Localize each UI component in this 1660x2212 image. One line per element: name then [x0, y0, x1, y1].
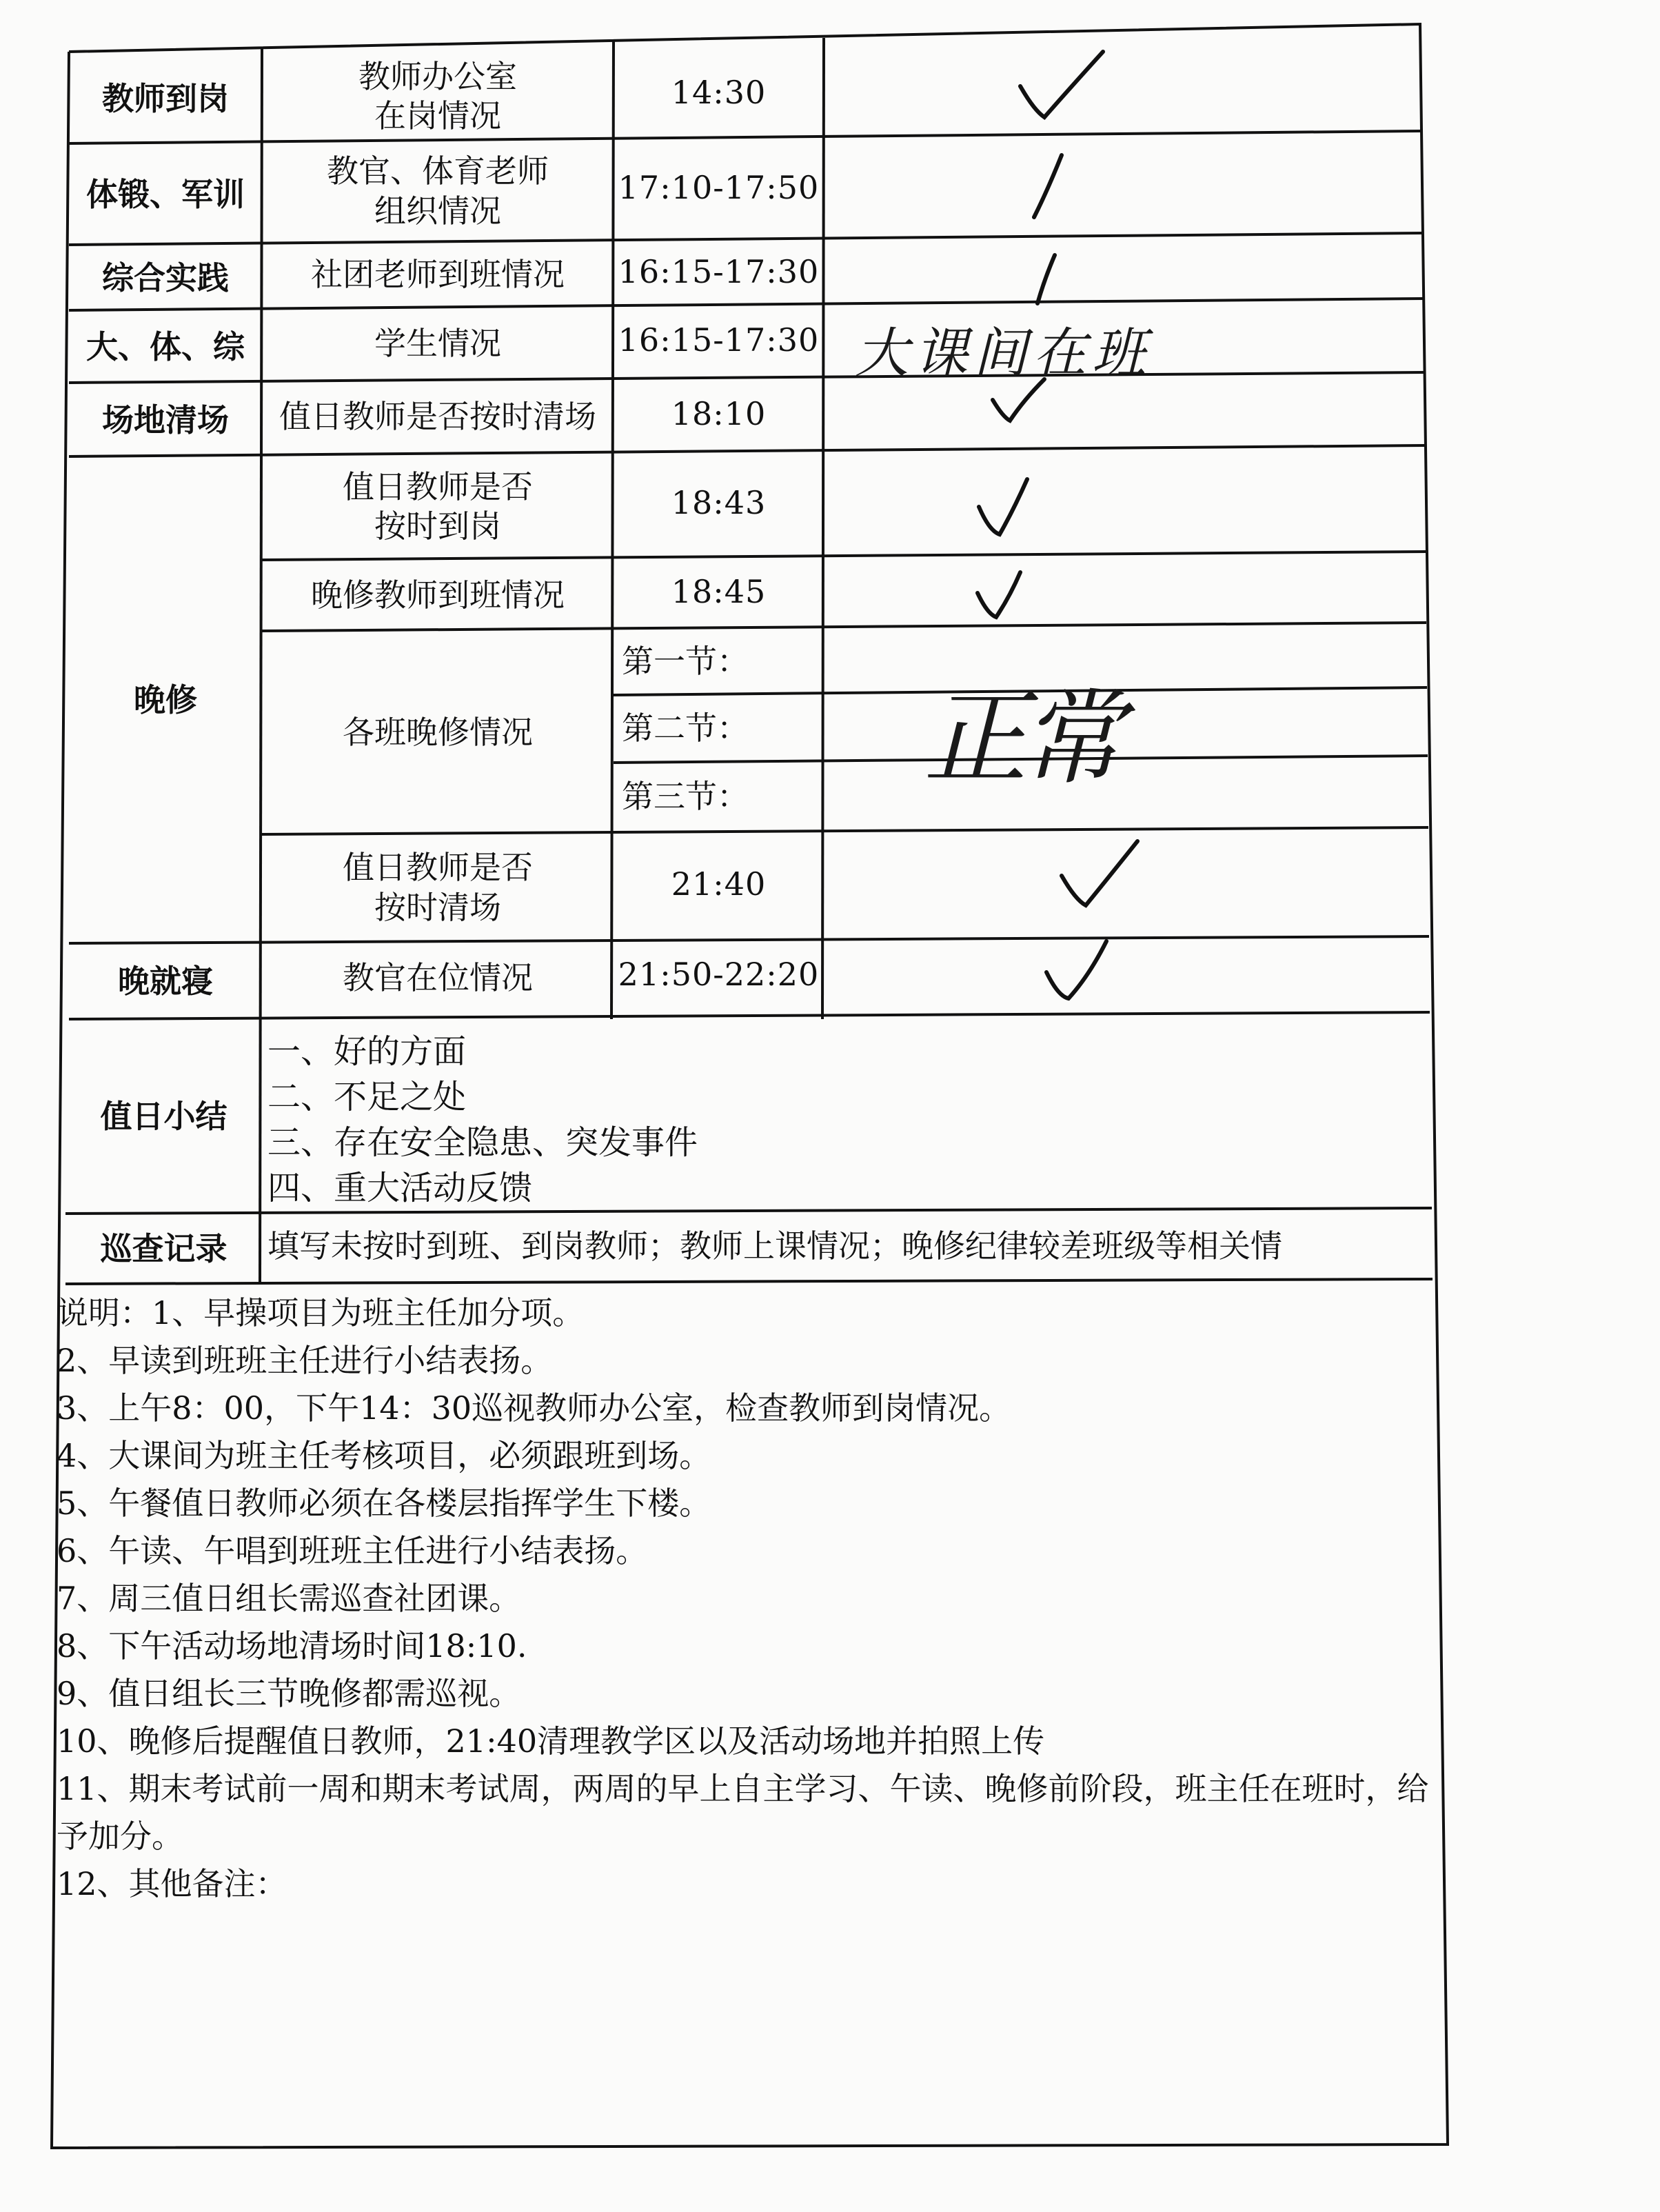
item-duty-teacher-arrival: 值日教师是否 按时到岗 — [343, 467, 533, 545]
category-patrol-record: 巡查记录 — [100, 1230, 227, 1268]
time-2150-2220: 21:50-22:20 — [618, 956, 820, 994]
note-10: 10、晚修后提醒值日教师，21:40清理教学区以及活动场地并拍照上传 — [57, 1722, 1045, 1760]
item-club-teacher: 社团老师到班情况 — [311, 255, 565, 293]
time-1615-1730-a: 16:15-17:30 — [618, 252, 820, 290]
period-third: 第三节： — [622, 778, 749, 816]
category-bedtime: 晚就寝 — [118, 963, 213, 1001]
summary-line-shortcomings: 二、不足之处 — [267, 1078, 467, 1116]
slash-mark-icon — [1020, 148, 1075, 224]
slash-mark-icon — [1024, 252, 1079, 307]
notes-section — [57, 1289, 1442, 1908]
item-instructor-organization: 教官、体育老师 组织情况 — [327, 152, 549, 230]
note-6: 6、午读、午唱到班班主任进行小结表扬。 — [57, 1532, 648, 1569]
checkmark-icon — [1041, 938, 1117, 1007]
checkmark-icon — [1013, 48, 1110, 131]
category-evening-study: 晚修 — [134, 681, 197, 719]
summary-list — [267, 1029, 698, 1211]
checkmark-icon — [972, 476, 1041, 545]
category-venue-clearance: 场地清场 — [102, 401, 229, 439]
category-duty-summary: 值日小结 — [100, 1098, 227, 1136]
note-7: 7、周三值日组长需巡查社团课。 — [57, 1580, 521, 1617]
note-2: 2、早读到班班主任进行小结表扬。 — [57, 1342, 553, 1379]
item-duty-teacher-close: 值日教师是否 按时清场 — [343, 849, 533, 926]
period-first: 第一节： — [622, 643, 749, 681]
note-11: 11、期末考试前一周和期末考试周，两周的早上自主学习、午读、晚修前阶段，班主任在班时，给予加分。 — [57, 1770, 1429, 1855]
checkmark-icon — [1055, 838, 1144, 914]
item-student-status: 学生情况 — [374, 324, 501, 362]
note-4: 4、大课间为班主任考核项目，必须跟班到场。 — [57, 1437, 711, 1474]
note-12: 12、其他备注： — [57, 1865, 287, 1902]
category-big-break: 大、体、综 — [86, 328, 245, 365]
note-5: 5、午餐值日教师必须在各楼层指挥学生下楼。 — [57, 1485, 711, 1522]
patrol-instructions: 填写未按时到班、到岗教师；教师上课情况；晚修纪律较差班级等相关情 — [267, 1227, 1282, 1265]
time-1430: 14:30 — [671, 74, 767, 112]
summary-line-activities: 四、重大活动反馈 — [267, 1169, 533, 1207]
time-1843: 18:43 — [671, 484, 767, 522]
time-1810: 18:10 — [671, 394, 767, 432]
time-1615-1730-b: 16:15-17:30 — [618, 321, 820, 359]
note-8: 8、下午活动场地清场时间18:10. — [57, 1627, 527, 1665]
time-2140: 21:40 — [671, 865, 767, 903]
item-class-evening-status: 各班晚修情况 — [343, 713, 533, 751]
handwritten-normal: 正常 — [924, 679, 1117, 799]
note-9: 9、值日组长三节晚修都需巡视。 — [57, 1675, 521, 1712]
period-second: 第二节： — [622, 710, 749, 747]
note-1: 说明：1、早操项目为班主任加分项。 — [57, 1294, 585, 1331]
category-practice: 综合实践 — [102, 259, 229, 296]
category-exercise-training: 体锻、军训 — [86, 175, 245, 213]
handwritten-note: 大课间在班 — [855, 323, 1152, 385]
item-instructor-on-duty: 教官在位情况 — [343, 959, 533, 997]
time-1845: 18:45 — [671, 572, 767, 610]
summary-line-safety: 三、存在安全隐患、突发事件 — [267, 1123, 698, 1162]
checkmark-icon — [986, 376, 1055, 431]
summary-line-good: 一、好的方面 — [267, 1032, 467, 1071]
item-duty-teacher-clearance: 值日教师是否按时清场 — [279, 397, 596, 435]
item-teacher-in-class: 晚修教师到班情况 — [311, 576, 565, 614]
time-1710-1750: 17:10-17:50 — [618, 168, 820, 206]
note-3: 3、上午8：00，下午14：30巡视教师办公室，检查教师到岗情况。 — [57, 1389, 1011, 1427]
item-office-attendance: 教师办公室 在岗情况 — [358, 57, 517, 134]
category-teacher-attendance: 教师到岗 — [102, 80, 229, 118]
checkmark-icon — [972, 569, 1034, 624]
